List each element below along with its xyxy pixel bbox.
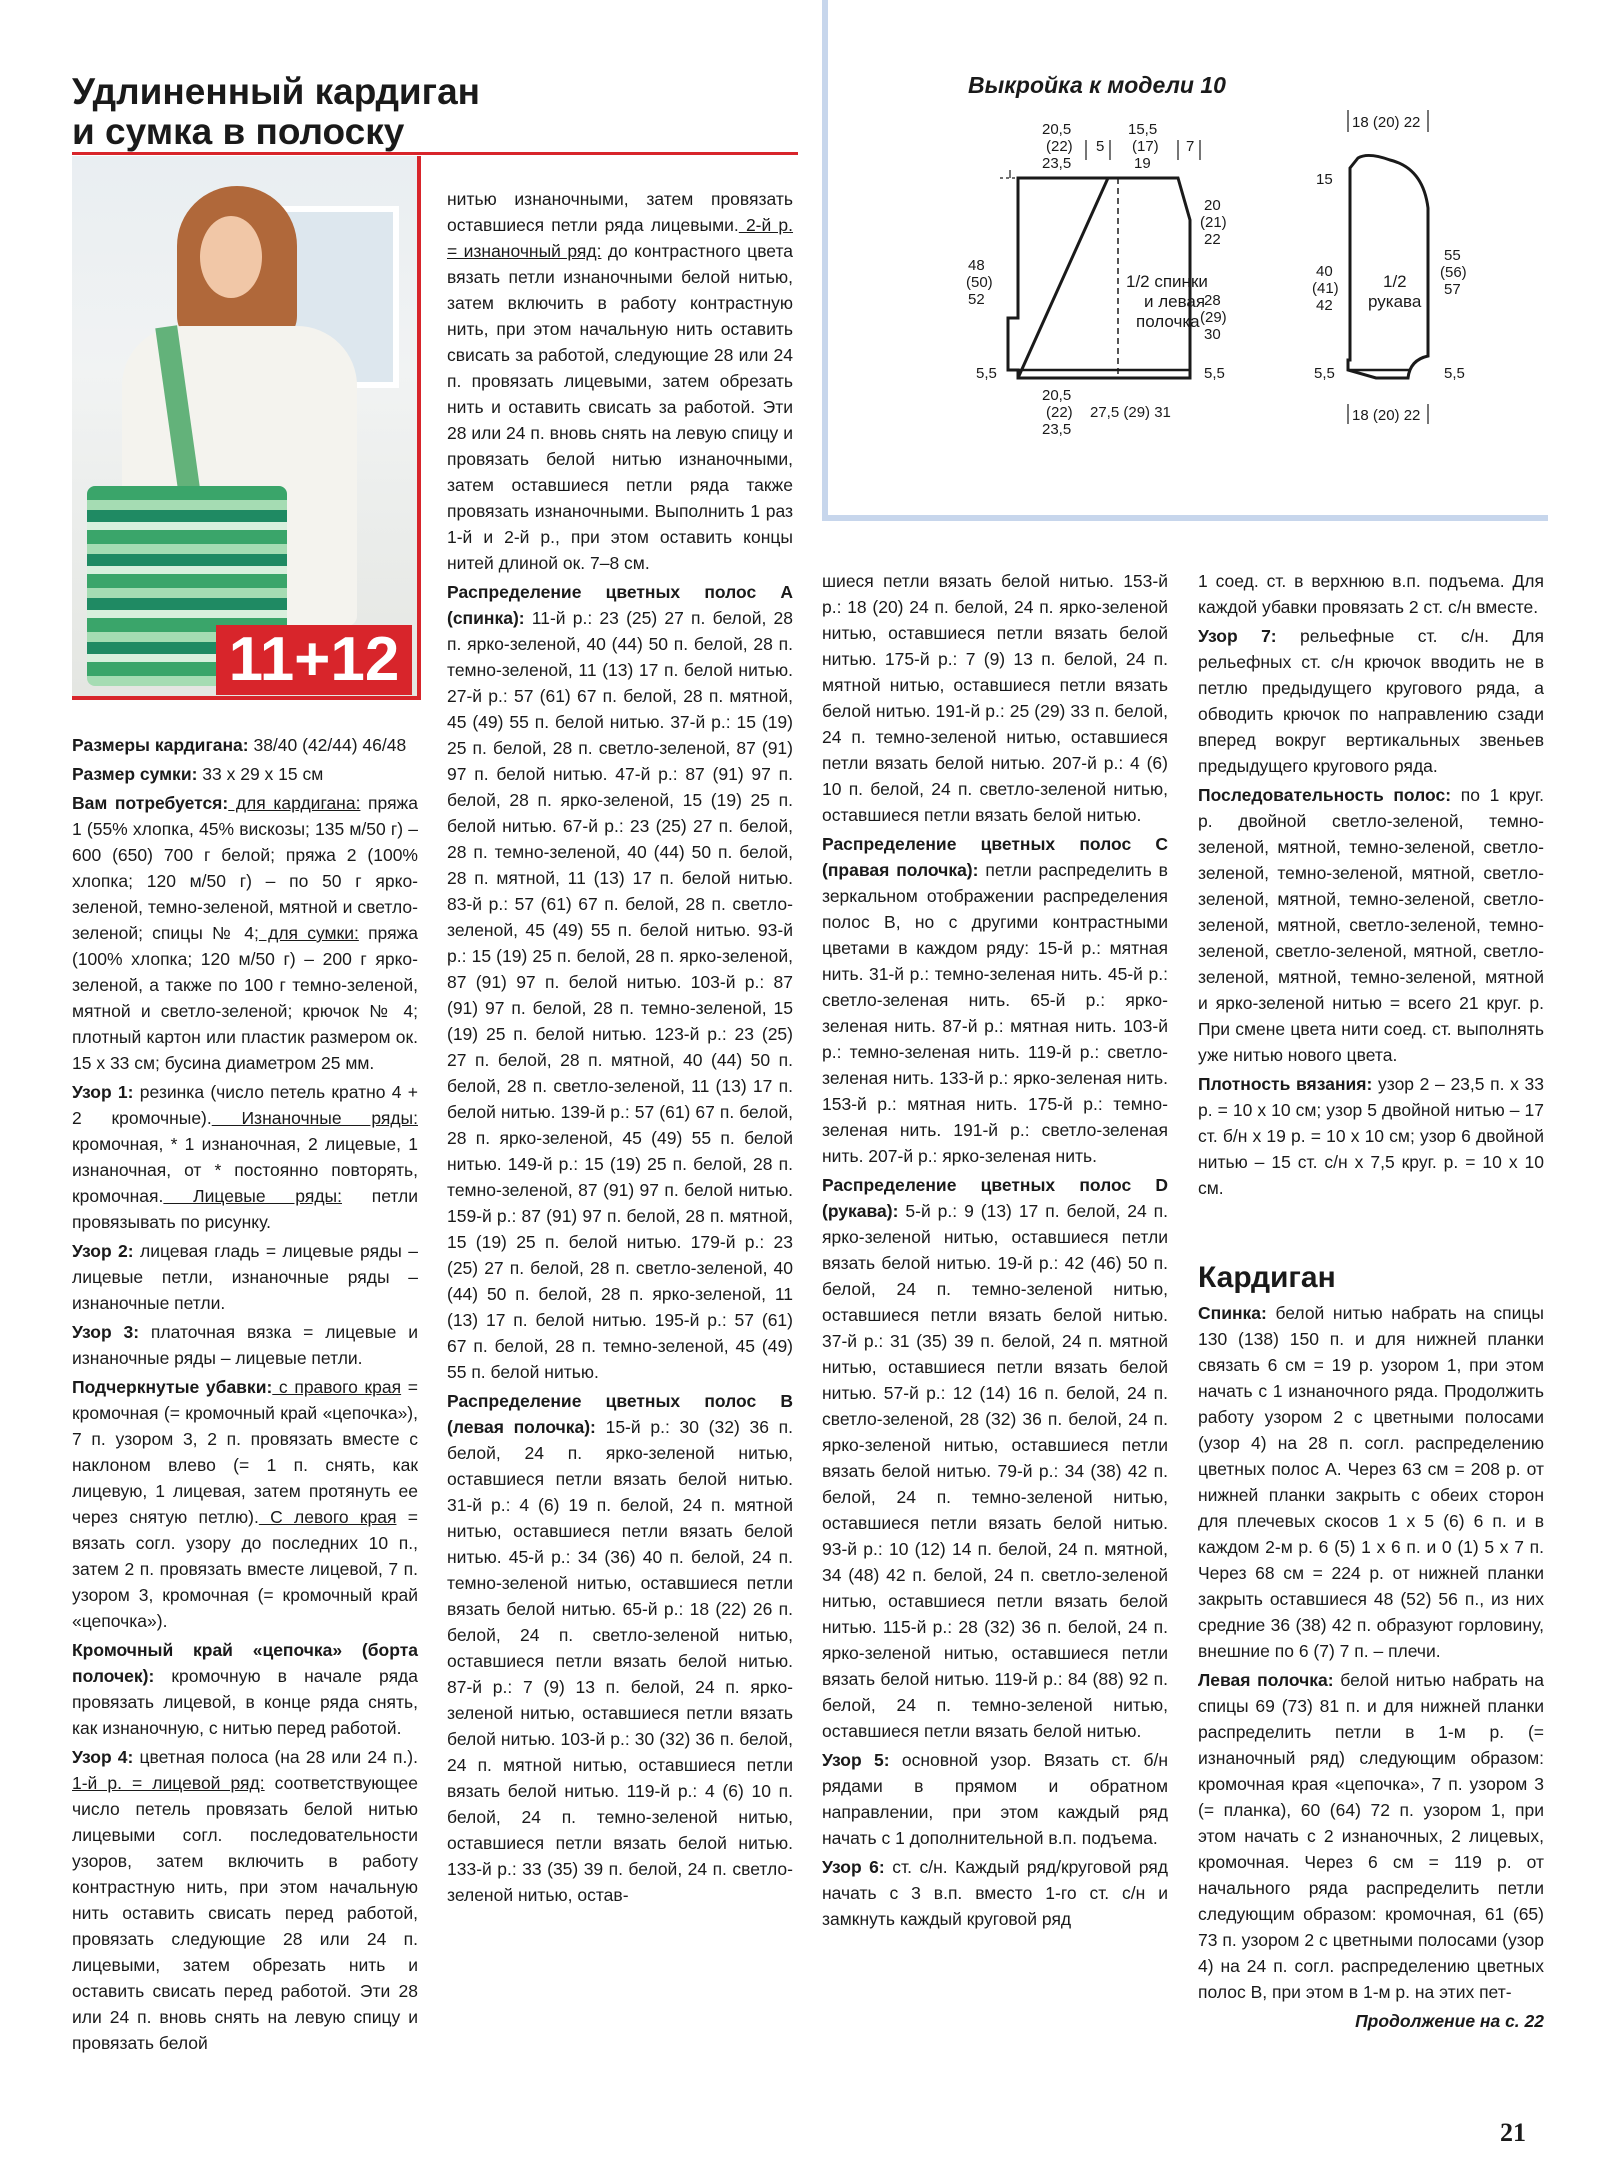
lead-label: Распределение цветных полос А (спинка): <box>447 582 793 628</box>
back-top-left-2: (22) <box>1046 138 1073 155</box>
model-photo <box>72 156 421 700</box>
sleeve-left-height-1: 40 <box>1316 263 1333 280</box>
underlined-text: для сумки: <box>258 923 359 943</box>
body-text: 38/40 (42/44) 46/48 <box>248 735 407 755</box>
body-text: узор 2 – 23,5 п. х 33 р. = 10 х 10 см; узор 5 двойной нитью – 17 ст. б/н х 19 р. = 10 х 10 см; узор 6 двойной нитью – 15 ст. с/н х 7,5 круг. р. = 10 х 10 см. <box>1198 1074 1544 1198</box>
paragraph-back <box>1198 1300 1544 1664</box>
back-bottom-left-3: 23,5 <box>1042 421 1072 438</box>
paragraph-stripes-d <box>822 1172 1168 1744</box>
paragraph-left-front <box>1198 1667 1544 2005</box>
paragraph-gauge <box>1198 1071 1544 1201</box>
paragraph-stripes-c <box>822 831 1168 1169</box>
title-line-2: и сумка в полоску <box>72 111 405 152</box>
lead-label: Вам потребуется: <box>72 793 229 813</box>
photo-face <box>200 216 262 298</box>
underlined-text: С левого края <box>258 1507 397 1527</box>
body-text: 33 х 29 х 15 см <box>197 764 324 784</box>
paragraph-stripes-a <box>447 579 793 1385</box>
back-top-mid: 5 <box>1096 138 1105 155</box>
body-text: кромочная, * 1 изнаночная, 2 лицевые, 1 изнаночная, от * постоянно повторять, кромочная. <box>72 1134 418 1206</box>
back-bottom-left-1: 20,5 <box>1042 387 1072 404</box>
paragraph-pattern-1 <box>72 1079 418 1235</box>
lead-label: Кромочный край «цепочка» (борта полочек): <box>72 1640 418 1686</box>
sleeve-right-height-1: 55 <box>1444 247 1461 264</box>
body-text: 1 соед. ст. в верхнюю в.п. подъема. Для каждой убавки провязать 2 ст. с/н вместе. <box>1198 571 1544 617</box>
sleeve-right-height-3: 57 <box>1444 281 1461 298</box>
pattern-panel <box>822 0 1548 521</box>
back-top-right-1: 15,5 <box>1128 121 1158 138</box>
body-text: 11-й р.: 23 (25) 27 п. белой, 28 п. ярко-зеленой, 40 (44) 50 п. белой, 28 п. темно-зеленой, 11 (13) 17 п. белой нитью. 27-й р.: 57 (61) 67 п. белой, 28 п. мятной, 45 (49) 55 п. белой нитью. 37-й р.: 15 (19) 25 п. белой, 28 п. светло-зеленой, 87 (91) 97 п. белой нитью. 47-й р.: 87 (91) 97 п. белой, 28 п. ярко-зеленой, 15 (19) 25 п. белой нитью. 67-й р.: 23 (25) 27 п. белой, 28 п. темно-зеленой, 40 (44) 50 п. белой, 28 п. мятной, 11 (13) 17 п. белой нитью. 83-й р.: 57 (61) 67 п. белой, 28 п. светло-зеленой, 45 (49) 55 п. белой нитью. 93-й р.: 15 (19) 25 п. белой, 28 п. ярко-зеленой, 87 (91) 97 п. белой нитью. 103-й р.: 87 (91) 97 п. белой, 28 п. темно-зеленой, 15 (19) 25 п. белой нитью. 123-й р.: 23 (25) 27 п. белой, 28 п. мятной, 40 (44) 50 п. белой, 28 п. светло-зеленой, 11 (13) 17 п. белой нитью. 139-й р.: 57 (61) 67 п. белой, 28 п. ярко-зеленой, 45 (49) 55 п. белой нитью. 149-й р.: 15 (19) 25 п. белой, 28 п. темно-зеленой, 87 (91) 97 п. белой нитью. 159-й р.: 87 (91) 97 п. белой, 28 п. мятной, 15 (19) 25 п. белой нитью. 179-й р.: 23 (25) 27 п. белой, 28 п. светло-зеленой, 40 (44) 50 п. белой, 28 п. ярко-зеленой, 11 (13) 17 п. белой нитью. 195-й р.: 57 (61) 67 п. белой, 28 п. темно-зеленой, 45 (49) 55 п. белой нитью. <box>447 608 793 1382</box>
page-number: 21 <box>1500 2118 1526 2147</box>
paragraph-stripes-b-cont <box>822 568 1168 828</box>
paragraph-pattern-6-cont <box>1198 568 1544 620</box>
paragraph-bag-size <box>72 761 418 787</box>
lead-label: Узор 6: <box>822 1857 885 1877</box>
body-text: белой нитью набрать на спицы 130 (138) 150 п. и для нижней планки связать 6 см = 19 р. узором 1, при этом начать с 1 изнаночного ряда. Продолжить работу узором 2 с цветными полосами (узор 4) на 28 п. согл. распределению цветных полос А. Через 63 см = 208 р. от нижней планки закрыть с обеих сторон для плечевых скосов 1 х 5 (6) 6 п. и в каждом 2-м р. 6 (5) 1 х 6 п. и 0 (1) 5 х 7 п. Через 68 см = 224 р. от нижней планки закрыть оставшиеся 48 (52) 56 п., из них средние 36 (38) 42 п. образуют горловину, внешние по 6 (7) 7 п. – плечи. <box>1198 1303 1544 1661</box>
lead-label: Размер сумки: <box>72 764 198 784</box>
body-text: основной узор. Вязать ст. б/н рядами в прямом и обратном направлении, при этом каждый ряд начать с 1 дополнительной в.п. подъема. <box>822 1750 1168 1848</box>
paragraph-pattern-4-cont <box>447 186 793 576</box>
lead-label: Последовательность полос: <box>1198 785 1452 805</box>
text-column-1 <box>72 732 418 2059</box>
back-top-right-3: 19 <box>1134 155 1151 172</box>
lead-label: Подчеркнутые убавки: <box>72 1377 273 1397</box>
underlined-text: 1-й р. = лицевой ряд: <box>72 1773 265 1793</box>
sleeve-left-height-2: (41) <box>1312 280 1339 297</box>
lead-label: Узор 5: <box>822 1750 890 1770</box>
body-text: 5-й р.: 9 (13) 17 п. белой, 24 п. ярко-зеленой нитью, оставшиеся петли вязать белой нитью. 19-й р.: 42 (46) 50 п. белой, 24 п. темно-зеленой нитью, оставшиеся петли вязать белой нитью. 37-й р.: 31 (35) 39 п. белой, 24 п. мятной нитью, оставшиеся петли вязать белой нитью. 57-й р.: 12 (14) 16 п. белой, 24 п. светло-зеленой, 28 (32) 36 п. белой, 24 п. ярко-зеленой нитью, оставшиеся петли вязать белой нитью. 79-й р.: 34 (38) 42 п. белой, 24 п. темно-зеленой нитью, оставшиеся петли вязать белой нитью. 93-й р.: 10 (12) 14 п. белой, 24 п. мятной, 34 (48) 42 п. белой, 24 п. светло-зеленой нитью, оставшиеся петли вязать белой нитью. 115-й р.: 28 (32) 36 п. белой, 24 п. ярко-зеленой нитью, оставшиеся петли вязать белой нитью. 119-й р.: 84 (88) 92 п. белой, 24 п. темно-зеленой нитью, оставшиеся петли вязать белой нитью. <box>822 1201 1168 1741</box>
underlined-text: для кардигана: <box>228 793 361 813</box>
back-right-upper-3: 22 <box>1204 231 1221 248</box>
back-label-1: 1/2 спинки <box>1126 272 1208 291</box>
back-left-height-2: (50) <box>966 274 993 291</box>
back-right-upper-2: (21) <box>1200 214 1227 231</box>
underlined-text: Изнаночные ряды: <box>211 1108 418 1128</box>
article-title <box>72 72 812 152</box>
title-rule <box>72 152 798 155</box>
body-text: до контрастного цвета вязать петли изнаночными белой нитью, затем включить в работу контрастную нить, при этом начальную нить оставить свисать за работой, следующие 28 или 24 п. провязать лицевыми, затем обрезать нить и оставить свисать за работой. Эти 28 или 24 п. вновь снять на левую спицу и провязать белой нитью изнаночными, затем оставшиеся петли ряда также провязать изнаночными. Выполнить 1 раз 1-й и 2-й р., при этом оставить концы нитей длиной ок. 7–8 см. <box>447 241 794 573</box>
title-line-1: Удлиненный кардиган <box>72 71 481 112</box>
paragraph-pattern-6 <box>822 1854 1168 1932</box>
paragraph-sizes <box>72 732 418 758</box>
back-left-height-1: 48 <box>968 257 985 274</box>
text-column-3 <box>822 568 1168 1935</box>
sleeve-hem-left: 5,5 <box>1314 365 1335 382</box>
lead-label: Распределение цветных полос D (рукава): <box>822 1175 1168 1221</box>
underlined-text: 2-й р. = изнаночный ряд: <box>447 215 794 261</box>
back-right-upper-1: 20 <box>1204 197 1221 214</box>
back-left-height-3: 52 <box>968 291 985 308</box>
body-text: рельефные ст. с/н. Для рельефных ст. с/н крючок вводить не в петлю предыдущего кругового ряда, а обводить крючок по направлению сзади вперед вокруг вертикальных звеньев предыдущего кругового ряда. <box>1198 626 1544 776</box>
pattern-diagram <box>828 0 1548 515</box>
back-bottom-left-2: (22) <box>1046 404 1073 421</box>
text-column-4 <box>1198 568 1544 1204</box>
body-text: пряжа (100% хлопка; 120 м/50 г) – 200 г ярко-зеленой, а также по 100 г темно-зеленой, мятной и светло-зеленой; крючок № 4; плотный картон или пластик размером ок. 15 х 33 см; бусина диаметром 25 мм. <box>72 923 418 1073</box>
section-title-cardigan: Кардиган <box>1198 1261 1336 1294</box>
lead-label: Узор 4: <box>72 1747 134 1767</box>
body-text: пряжа 1 (55% хлопка, 45% вискозы; 135 м/50 г) – 600 (650) 700 г белой; пряжа 2 (100% хлопка; 120 м/50 г) – по 50 г ярко-зеленой, темно-зеленой, мятной и светло-зеленой; спицы № 4; <box>72 793 418 943</box>
continuation-note: Продолжение на с. 22 <box>1355 2011 1544 2031</box>
paragraph-pattern-5 <box>822 1747 1168 1851</box>
sleeve-label-2: рукава <box>1368 292 1422 311</box>
back-top-left-1: 20,5 <box>1042 121 1072 138</box>
body-text: соответствующее число петель провязать белой нитью лицевыми согл. последовательности узоров, затем включить в работу контрастную нить, при этом начальную нить оставить свисать перед работой, провязать следующие 28 или 24 п. лицевыми, затем обрезать нить и оставить свисать перед работой. Эти 28 или 24 п. вновь снять на левую спицу и провязать белой <box>72 1773 418 2053</box>
paragraph-pattern-2 <box>72 1238 418 1316</box>
body-text: нитью изнаночными, затем провязать оставшиеся петли ряда лицевыми. <box>447 189 793 235</box>
body-text: = кромочная (= кромочный край «цепочка»), 7 п. узором 3, 2 п. провязать вместе с наклоном влево (= 1 п. снять, как лицевую, 1 лицевая, затем протянуть ее через снятую петлю). <box>72 1377 418 1527</box>
body-text: резинка (число петель кратно 4 + 2 кромочные). <box>72 1082 418 1128</box>
paragraph-decreases <box>72 1374 418 1634</box>
body-text: цветная полоса (на 28 или 24 п.). <box>133 1747 418 1767</box>
lead-label: Распределение цветных полос В (левая полочка): <box>447 1391 793 1437</box>
body-text: по 1 круг. р. двойной светло-зеленой, темно-зеленой, мятной, темно-зеленой, светло-зеленой, темно-зеленой, мятной, светло-зеленой, мятной, темно-зеленой, светло-зеленой, мятной, светло-зеленой, темно-зеленой, светло-зеленой, мятной, светло-зеленой, мятной, темно-зеленой, мятной и ярко-зеленой нитью = всего 21 круг. р. При смене цвета нити соед. ст. выполнять уже нитью нового цвета. <box>1198 785 1544 1065</box>
back-top-right-2: (17) <box>1132 138 1159 155</box>
underlined-text: Лицевые ряды: <box>163 1186 342 1206</box>
back-right-lower-2: (29) <box>1200 309 1227 326</box>
sleeve-left-height-3: 42 <box>1316 297 1333 314</box>
paragraph-chain-edge <box>72 1637 418 1741</box>
back-right-lower-1: 28 <box>1204 292 1221 309</box>
sleeve-hem-right: 5,5 <box>1444 365 1465 382</box>
lead-label: Размеры кардигана: <box>72 735 249 755</box>
paragraph-pattern-4 <box>72 1744 418 2056</box>
front-neck-line <box>1018 178 1108 378</box>
lead-label: Плотность вязания: <box>1198 1074 1373 1094</box>
lead-label: Левая полочка: <box>1198 1670 1334 1690</box>
back-label-3: полочка <box>1136 312 1200 331</box>
sleeve-bottom: 18 (20) 22 <box>1352 407 1421 424</box>
back-top-far: 7 <box>1186 138 1195 155</box>
text-column-4-continued <box>1198 1300 1544 2037</box>
lead-label: Узор 7: <box>1198 626 1277 646</box>
sleeve-cap: 15 <box>1316 171 1333 188</box>
sleeve-outline <box>1348 155 1428 378</box>
body-text: лицевая гладь = лицевые ряды – лицевые петли, изнаночные ряды – изнаночные петли. <box>72 1241 418 1313</box>
body-text: шиеся петли вязать белой нитью. 153-й р.: 18 (20) 24 п. белой, 24 п. ярко-зеленой нитью, оставшиеся петли вязать белой нитью. 175-й р.: 7 (9) 13 п. белой, 24 п. мятной нитью, оставшиеся петли вязать белой нитью. 191-й р.: 25 (29) 33 п. белой, 24 п. темно-зеленой нитью, оставшиеся петли вязать белой нитью. 207-й р.: 4 (6) 10 п. белой, 24 п. светло-зеленой нитью, оставшиеся петли вязать белой нитью. <box>822 571 1168 825</box>
body-text: платочная вязка = лицевые и изнаночные ряды – лицевые петли. <box>72 1322 418 1368</box>
lead-label: Узор 2: <box>72 1241 134 1261</box>
back-label-2: и левая <box>1144 292 1206 311</box>
model-number-badge: 11+12 <box>216 625 412 695</box>
lead-label: Узор 3: <box>72 1322 140 1342</box>
lead-label: Распределение цветных полос С (правая полочка): <box>822 834 1168 880</box>
lead-label: Спинка: <box>1198 1303 1267 1323</box>
back-hem-right: 5,5 <box>1204 365 1225 382</box>
body-text: = вязать согл. узору до последних 10 п., затем 2 п. провязать вместе лицевой, 7 п. узором 3, кромочная (= кромочный край «цепочка»). <box>72 1507 418 1631</box>
paragraph-stripe-sequence <box>1198 782 1544 1068</box>
paragraph-pattern-3 <box>72 1319 418 1371</box>
back-top-left-3: 23,5 <box>1042 155 1072 172</box>
body-text: кромочную в начале ряда провязать лицевой, в конце ряда снять, как изнаночную, с нитью перед работой. <box>72 1666 418 1738</box>
back-hem-left: 5,5 <box>976 365 997 382</box>
sleeve-label-1: 1/2 <box>1383 272 1407 291</box>
text-column-2 <box>447 186 793 1911</box>
sleeve-right-height-2: (56) <box>1440 264 1467 281</box>
pattern-title: Выкройка к модели 10 <box>968 72 1226 98</box>
body-text: петли провязывать по рисунку. <box>72 1186 418 1232</box>
body-text: ст. с/н. Каждый ряд/круговой ряд начать с 3 в.п. вместо 1-го ст. с/н и замкнуть каждый круговой ряд <box>822 1857 1168 1929</box>
underlined-text: с правого края <box>272 1377 402 1397</box>
paragraph-materials <box>72 790 418 1076</box>
body-text: 15-й р.: 30 (32) 36 п. белой, 24 п. ярко-зеленой нитью, оставшиеся петли вязать белой нитью. 31-й р.: 4 (6) 19 п. белой, 24 п. мятной нитью, оставшиеся петли вязать белой нитью. 45-й р.: 34 (36) 40 п. белой, 24 п. темно-зеленой нитью, оставшиеся петли вязать белой нитью. 65-й р.: 18 (22) 26 п. белой, 24 п. светло-зеленой нитью, оставшиеся петли вязать белой нитью. 87-й р.: 7 (9) 13 п. белой, 24 п. ярко-зеленой нитью, оставшиеся петли вязать белой нитью. 103-й р.: 30 (32) 36 п. белой, 24 п. мятной нитью, оставшиеся петли вязать белой нитью. 119-й р.: 4 (6) 10 п. белой, 24 п. темно-зеленой нитью, оставшиеся петли вязать белой нитью. 133-й р.: 33 (35) 39 п. белой, 24 п. светло-зеленой нитью, остав- <box>447 1417 793 1905</box>
back-bottom-right: 27,5 (29) 31 <box>1090 404 1171 421</box>
paragraph-pattern-7 <box>1198 623 1544 779</box>
paragraph-stripes-b <box>447 1388 793 1908</box>
sleeve-top: 18 (20) 22 <box>1352 114 1421 131</box>
lead-label: Узор 1: <box>72 1082 134 1102</box>
body-text: петли распределить в зеркальном отображении распределения полос В, но с другими контрастными цветами в каждом ряду: 15-й р.: мятная нить. 31-й р.: темно-зеленая нить. 45-й р.: светло-зеленая нить. 65-й р.: ярко-зеленая нить. 87-й р.: мятная нить. 103-й р.: темно-зеленая нить. 119-й р.: светло-зеленая нить. 133-й р.: ярко-зеленая нить. 153-й р.: мятная нить. 175-й р.: темно-зеленая нить. 191-й р.: светло-зеленая нить. 207-й р.: ярко-зеленая нить. <box>822 860 1168 1166</box>
body-text: белой нитью набрать на спицы 69 (73) 81 п. и для нижней планки распределить петли в 1-м р. (= изнаночный ряд) следующим образом: кромочная края «цепочка», 7 п. узором 3 (= планка), 60 (64) 72 п. узором 1, при этом начать с 2 изнаночных, 2 лицевых, кромочная. Через 6 см = 119 р. от начального ряда распределить петли следующим образом: кромочная, 61 (65) 73 п. узором 2 с цветными полосами (узор 4) на 24 п. согл. распределению цветных полос В, при этом в 1-м р. на этих пет- <box>1198 1670 1544 2002</box>
back-right-lower-3: 30 <box>1204 326 1221 343</box>
